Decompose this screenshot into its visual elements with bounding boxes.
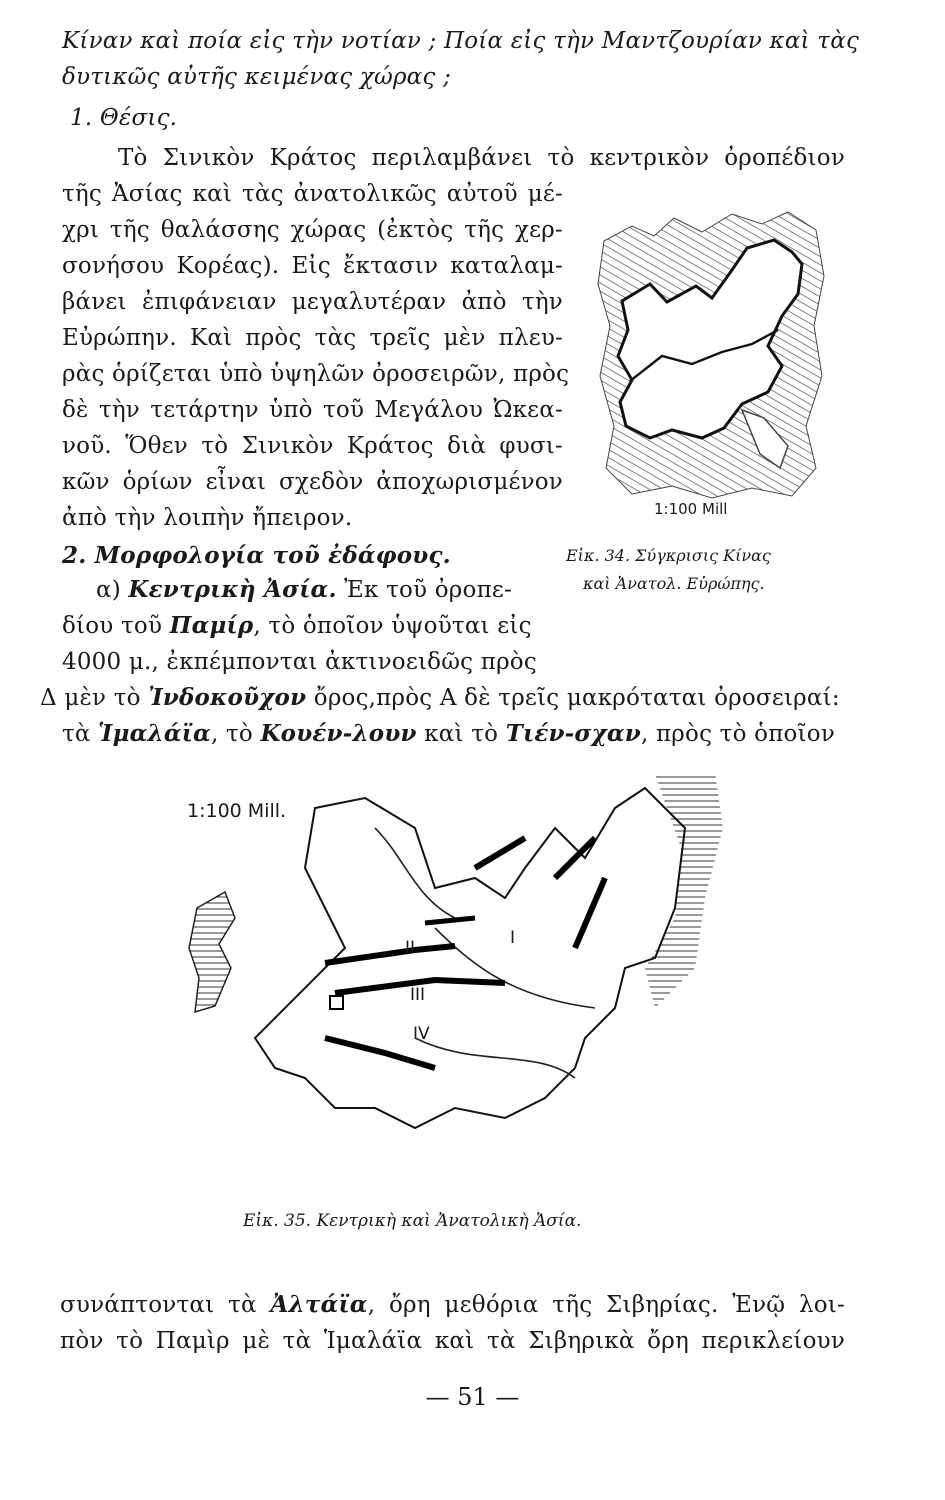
range-khingan xyxy=(575,878,605,948)
text-span: Δ μὲν τὸ xyxy=(40,685,149,711)
intro-line-2: δυτικῶς αὐτῆς κειμένας χώρας ; xyxy=(62,64,451,90)
region-label-i: I xyxy=(510,928,516,948)
pamir-term: Παμίρ xyxy=(169,612,254,639)
river-3 xyxy=(415,1038,575,1078)
japan-island xyxy=(189,892,235,1012)
figure-34-caption-2: καὶ Ἀνατολ. Εὐρώπης. xyxy=(583,574,765,593)
text-span: συνάπτονται τὰ xyxy=(60,1292,271,1318)
tian-shan-term: Τιέν-σχαν xyxy=(505,720,641,747)
closing-line-2: πὸν τὸ Παμὶρ μὲ τὰ Ἱμαλάϊα καὶ τὰ Σιβηρικὰ ὄρη περικλείουν xyxy=(60,1328,845,1354)
river-1 xyxy=(375,828,455,918)
asia-coastline xyxy=(255,788,685,1128)
range-short xyxy=(425,918,475,923)
subsection-label: α) xyxy=(96,577,129,603)
section-1-line-1: Τὸ Σινικὸν Κράτος περιλαμβάνει τὸ κεντρικὸν ὀροπέδιον xyxy=(118,145,845,171)
section-1-line-4: σονήσου Κορέας). Εἰς ἔκτασιν καταλαμ- xyxy=(62,253,563,279)
section-1-line-6: Εὐρώπην. Καὶ πρὸς τὰς τρεῖς μὲν πλευ- xyxy=(62,325,563,351)
range-sayan xyxy=(555,838,595,878)
figure-35-caption: Εἰκ. 35. Κεντρικὴ καὶ Ἀνατολικὴ Ἀσία. xyxy=(243,1211,582,1231)
figure-35-scale: 1:100 Mill. xyxy=(187,800,287,822)
text-span: , πρὸς τὸ ὁποῖον xyxy=(640,721,836,747)
hindu-kush-term: Ἰνδοκοῦχον xyxy=(148,684,307,711)
region-label-iv: IV xyxy=(413,1024,430,1044)
text-span: ὄρος,πρὸς Α δὲ τρεῖς μακρόταται ὀροσειραί: xyxy=(306,685,840,711)
section-1-line-3: χρι τῆς θαλάσσης χώρας (ἐκτὸς τῆς χερ- xyxy=(62,217,563,243)
section-1-line-10: κῶν ὁρίων εἶναι σχεδὸν ἀποχωρισμένον xyxy=(62,469,563,495)
text-span: δίου τοῦ xyxy=(62,613,170,639)
text-span: , τὸ xyxy=(210,721,261,747)
text-span: καὶ τὸ xyxy=(416,721,506,747)
figure-34-map xyxy=(592,206,832,502)
section-1-line-7: ρὰς ὁρίζεται ὑπὸ ὑψηλῶν ὀροσειρῶν, πρὸς xyxy=(62,361,570,387)
figure-35-map xyxy=(175,768,735,1198)
section-2-line-5 xyxy=(62,719,845,749)
altai-term: Ἀλτάϊα xyxy=(270,1291,368,1318)
section-2-line-4 xyxy=(40,683,845,713)
text-span: τὰ xyxy=(62,721,99,747)
intro-line-1: Κίναν καὶ ποία εἰς τὴν νοτίαν ; Ποία εἰς τὴν Μαντζουρίαν καὶ τὰς xyxy=(62,28,860,54)
figure-34-caption-1: Εἰκ. 34. Σύγκρισις Κίνας xyxy=(566,546,771,565)
section-2-line-3: 4000 μ., ἐκπέμπονται ἀκτινοειδῶς πρὸς xyxy=(62,649,537,675)
region-label-iii: III xyxy=(410,985,426,1005)
range-altai xyxy=(475,838,525,868)
section-1-heading: 1. Θέσις. xyxy=(70,105,178,131)
section-1-line-5: βάνει ἐπιφάνειαν μεγαλυτέραν ἀπὸ τὴν xyxy=(62,289,563,315)
subsection-title: Κεντρικὴ Ἀσία. xyxy=(128,576,337,603)
text-span: , ὄρη μεθόρια τῆς Σιβηρίας. Ἐνῷ λοι- xyxy=(367,1292,845,1318)
coast-hatching xyxy=(645,772,723,1008)
himalaya-term: Ἱμαλάϊα xyxy=(98,720,211,747)
kunlun-term: Κουέν-λουν xyxy=(260,720,417,747)
text-span: , τὸ ὁποῖον ὑψοῦται εἰς xyxy=(253,613,532,639)
section-2-line-2 xyxy=(62,611,845,641)
pamir-marker xyxy=(330,996,343,1009)
page-number: — 51 — xyxy=(425,1383,520,1411)
section-1-line-11: ἀπὸ τὴν λοιπὴν ἤπειρον. xyxy=(62,505,353,531)
subsection-text: Ἐκ τοῦ ὀροπε- xyxy=(336,577,512,603)
section-2-line-1 xyxy=(96,575,845,605)
section-2-heading: 2. Μορφολογία τοῦ ἐδάφους. xyxy=(62,542,451,569)
section-1-line-9: νοῦ. Ὅθεν τὸ Σινικὸν Κράτος διὰ φυσι- xyxy=(62,433,563,459)
closing-line-1 xyxy=(60,1290,845,1320)
region-label-ii: II xyxy=(405,938,416,958)
figure-34-scale: 1:100 Mill xyxy=(654,500,728,518)
section-1-line-2: τῆς Ἀσίας καὶ τὰς ἀνατολικῶς αὐτοῦ μέ- xyxy=(62,181,563,207)
section-1-line-8: δὲ τὴν τετάρτην ὑπὸ τοῦ Μεγάλου Ὠκεα- xyxy=(62,397,563,423)
